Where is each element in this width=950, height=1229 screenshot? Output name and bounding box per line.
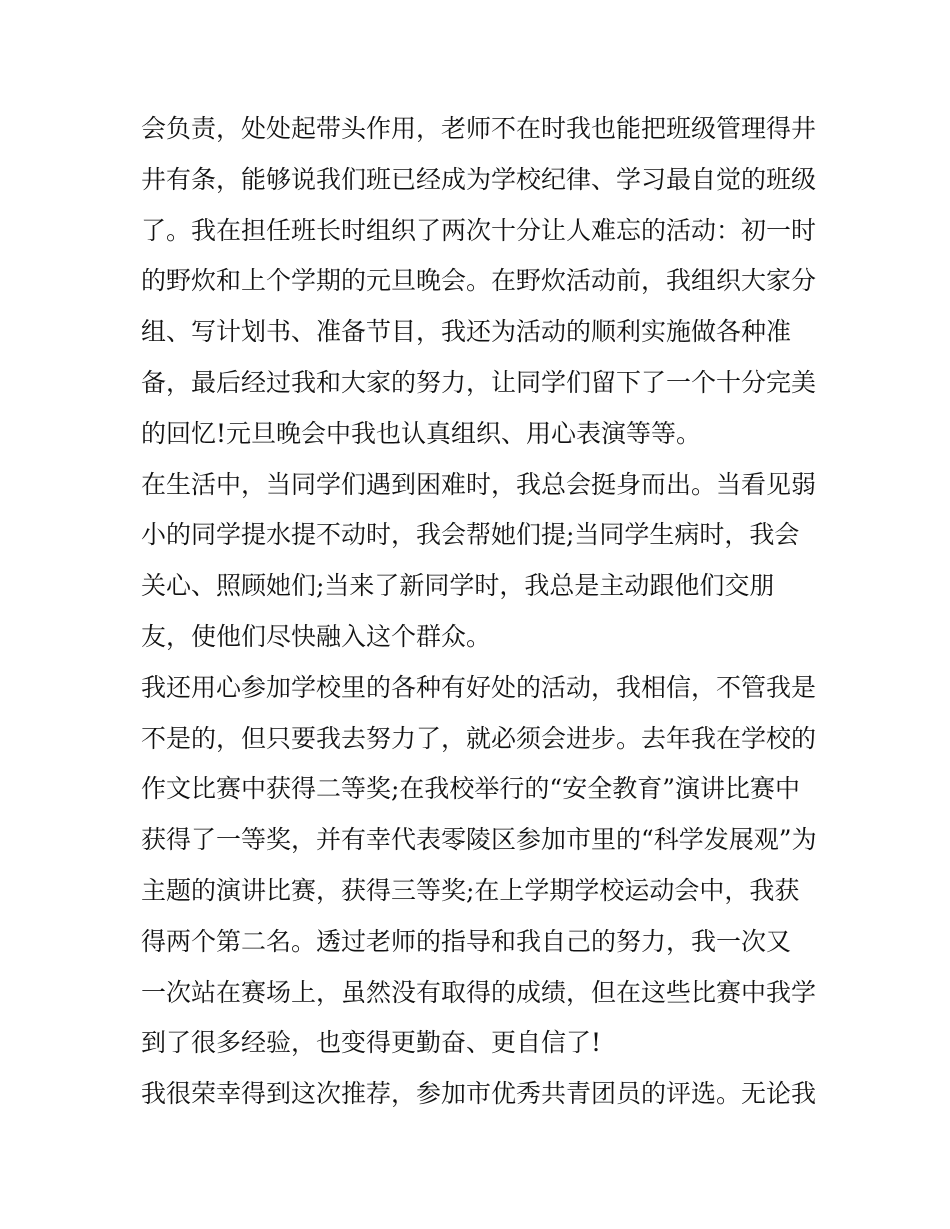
text-line: 友，使他们尽快融入这个群众。 [141, 621, 492, 651]
text-line: 会负责，处处起带头作用，老师不在时我也能把班级管理得井 [141, 114, 817, 143]
text-line: 我很荣幸得到这次推荐，参加市优秀共青团员的评选。无论我 [141, 1079, 817, 1109]
text-line: 得两个第二名。透过老师的指导和我自己的努力，我一次又 [141, 926, 792, 956]
body-text [141, 104, 821, 1120]
text-line: 了。我在担任班长时组织了两次十分让人难忘的活动：初一时 [141, 215, 817, 245]
text-line: 井有条，能够说我们班已经成为学校纪律、学习最自觉的班级 [141, 164, 817, 194]
text-line: 小的同学提水提不动时，我会帮她们提;当同学生病时，我会 [141, 520, 800, 550]
text-line: 获得了一等奖，并有幸代表零陵区参加市里的“科学发展观”为 [141, 825, 817, 855]
text-line: 主题的演讲比赛，获得三等奖;在上学期学校运动会中，我获 [141, 875, 800, 905]
text-line: 不是的，但只要我去努力了，就必须会进步。去年我在学校的 [141, 723, 817, 753]
text-line: 备，最后经过我和大家的努力，让同学们留下了一个十分完美 [141, 367, 817, 397]
text-line: 的野炊和上个学期的元旦晚会。在野炊活动前，我组织大家分 [141, 266, 817, 296]
text-line: 一次站在赛场上，虽然没有取得的成绩，但在这些比赛中我学 [141, 977, 817, 1007]
text-line: 作文比赛中获得二等奖;在我校举行的“安全教育”演讲比赛中 [141, 774, 800, 804]
text-line: 到了很多经验，也变得更勤奋、更自信了! [141, 1028, 602, 1058]
text-line: 在生活中，当同学们遇到困难时，我总会挺身而出。当看见弱 [141, 469, 817, 499]
text-line: 的回忆!元旦晚会中我也认真组织、用心表演等等。 [141, 418, 702, 448]
text-line: 我还用心参加学校里的各种有好处的活动，我相信，不管我是 [141, 672, 817, 702]
text-line: 组、写计划书、准备节目，我还为活动的顺利实施做各种准 [141, 317, 792, 347]
text-line: 关心、照顾她们;当来了新同学时，我总是主动跟他们交朋 [141, 571, 775, 601]
